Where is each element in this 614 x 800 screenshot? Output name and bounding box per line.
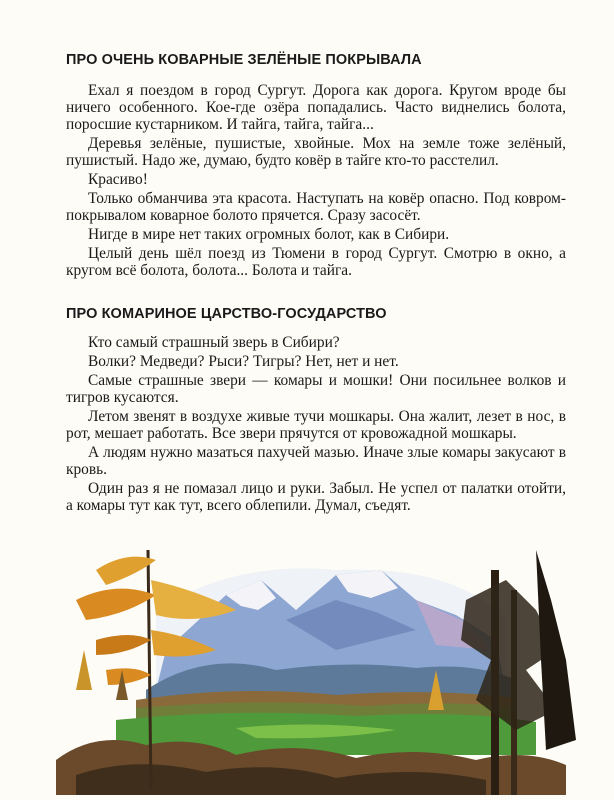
paragraph: Нигде в мире нет таких огромных болот, как в Сибири. (88, 226, 450, 243)
section-1-title: ПРО ОЧЕНЬ КОВАРНЫЕ ЗЕЛЁНЫЕ ПОКРЫВАЛА (66, 52, 422, 68)
paragraph: Один раз я не помазал лицо и руки. Забыл. Не успел от палатки отойти, а комары тут как тут, всего облепили. Думал, съедят. (66, 480, 566, 514)
paragraph: А людям нужно мазаться пахучей мазью. Иначе злые комары закусают в кровь. (66, 444, 566, 478)
taiga-mountain-illustration (36, 540, 584, 795)
section-2-body (66, 334, 566, 516)
paragraph: Деревья зелёные, пушистые, хвойные. Мох на земле тоже зелёный, пушистый. Надо же, думаю, будто ковёр в тайге кто-то расстелил. (66, 135, 566, 169)
paragraph: Ехал я поездом в город Сургут. Дорога как дорога. Кругом вроде бы ничего особенного. Кое-где озёра попадались. Часто виднелись болота, поросшие кустарником. И тайга, тайга, тайга... (66, 82, 566, 133)
paragraph: Волки? Медведи? Рыси? Тигры? Нет, нет и нет. (88, 353, 399, 370)
section-2-title: ПРО КОМАРИНОЕ ЦАРСТВО-ГОСУДАРСТВО (66, 306, 387, 322)
paragraph: Самые страшные звери — комары и мошки! Они посильнее волков и тигров кусаются. (66, 372, 566, 406)
section-1-body (66, 82, 566, 281)
paragraph: Целый день шёл поезд из Тюмени в город Сургут. Смотрю в окно, а кругом всё болота, болота... Болота и тайга. (66, 245, 566, 279)
paragraph: Летом звенят в воздухе живые тучи мошкары. Она жалит, лезет в нос, в рот, мешает работать. Все звери прячутся от кровожадной мошкары. (66, 408, 566, 442)
paragraph: Только обманчива эта красота. Наступать на ковёр опасно. Под ковром-покрывалом коварное болото прячется. Сразу засосёт. (66, 190, 566, 224)
paragraph: Кто самый страшный зверь в Сибири? (88, 334, 340, 351)
paragraph: Красиво! (88, 171, 148, 188)
